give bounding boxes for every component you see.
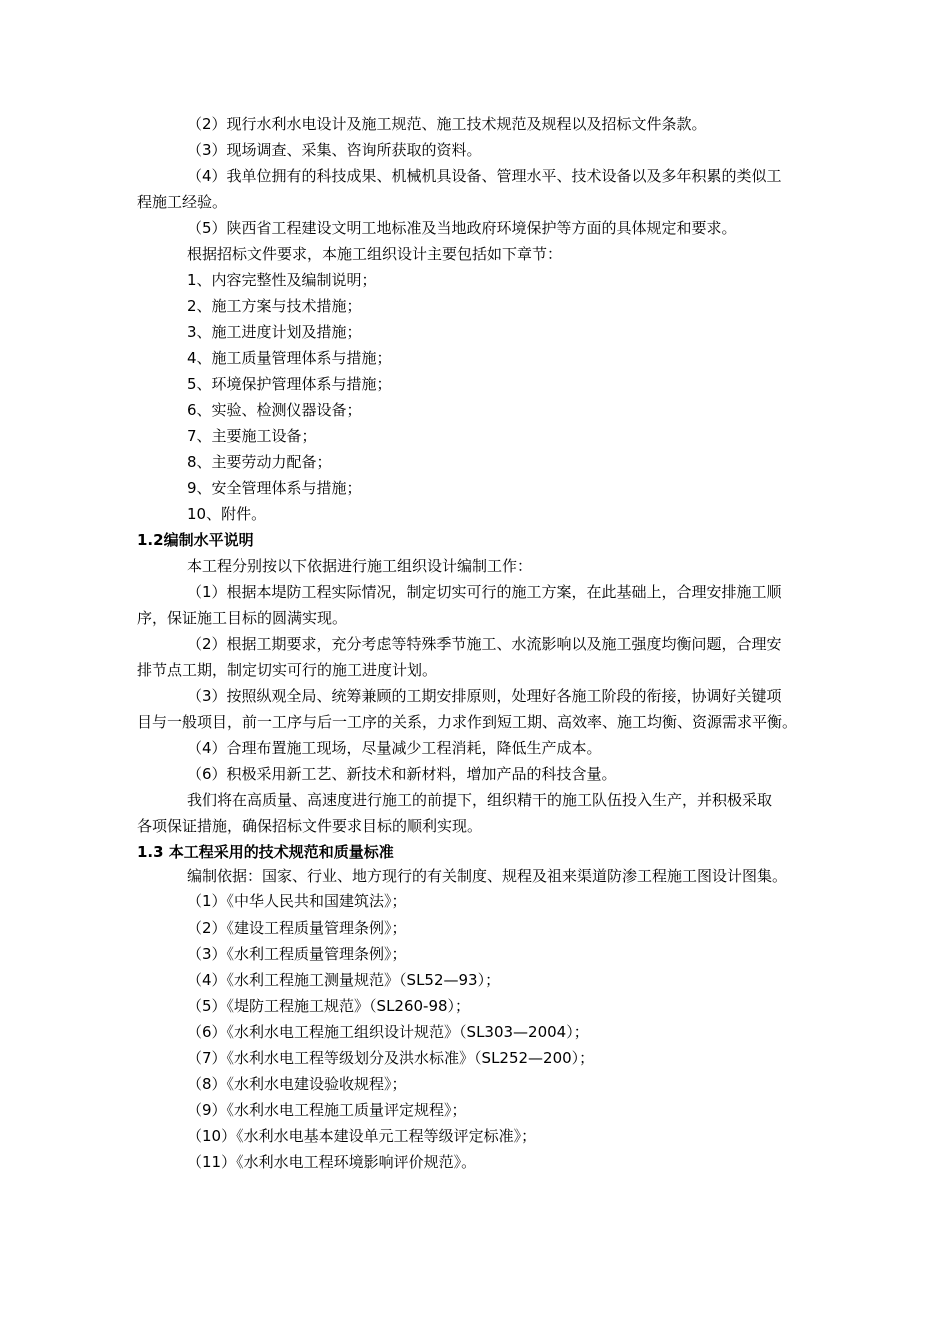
- standard-item: （3）《水利工程质量管理条例》；: [187, 945, 407, 963]
- commitment-paragraph-cont: 各项保证措施，确保招标文件要求目标的顺利实现。: [137, 817, 483, 835]
- section-intro: 本工程分别按以下依据进行施工组织设计编制工作：: [187, 557, 533, 575]
- basis-item-3: （3）现场调查、采集、咨询所获取的资料。: [187, 141, 482, 159]
- standard-item: （7）《水利水电工程等级划分及洪水标准》（SL252—200）；: [187, 1049, 595, 1067]
- standard-item: （9）《水利水电工程施工质量评定规程》；: [187, 1101, 467, 1119]
- basis-item-2: （2）现行水利水电设计及施工规范、施工技术规范及规程以及招标文件条款。: [187, 115, 707, 133]
- chapter-item: 3、施工进度计划及措施；: [187, 323, 362, 341]
- standard-item: （8）《水利水电建设验收规程》；: [187, 1075, 407, 1093]
- principle-item-6: （6）积极采用新工艺、新技术和新材料，增加产品的科技含量。: [187, 765, 617, 783]
- principle-item-3-cont: 目与一般项目，前一工序与后一工序的关系，力求作到短工期、高效率、施工均衡、资源需求平衡。: [137, 713, 798, 731]
- standard-item: （11）《水利水电工程环境影响评价规范》。: [187, 1153, 477, 1171]
- standard-item: （1）《中华人民共和国建筑法》；: [187, 892, 407, 910]
- chapter-item: 6、实验、检测仪器设备；: [187, 401, 362, 419]
- chapter-item: 4、施工质量管理体系与措施；: [187, 349, 392, 367]
- standard-item: （4）《水利工程施工测量规范》（SL52—93）；: [187, 971, 501, 989]
- principle-item-1: （1）根据本堤防工程实际情况，制定切实可行的施工方案，在此基础上，合理安排施工顺: [187, 583, 782, 601]
- commitment-paragraph: 我们将在高质量、高速度进行施工的前提下，组织精干的施工队伍投入生产，并积极采取: [187, 791, 773, 809]
- principle-item-3: （3）按照纵观全局、统筹兼顾的工期安排原则，处理好各施工阶段的衔接，协调好关键项: [187, 687, 782, 705]
- standard-item: （6）《水利水电工程施工组织设计规范》（SL303—2004）；: [187, 1023, 589, 1041]
- chapter-item: 2、施工方案与技术措施；: [187, 297, 362, 315]
- basis-item-5: （5）陕西省工程建设文明工地标准及当地政府环境保护等方面的具体规定和要求。: [187, 219, 737, 237]
- principle-item-4: （4）合理布置施工现场，尽量减少工程消耗，降低生产成本。: [187, 739, 602, 757]
- basis-item-4: （4）我单位拥有的科技成果、机械机具设备、管理水平、技术设备以及多年积累的类似工: [187, 167, 782, 185]
- principle-item-2: （2）根据工期要求，充分考虑等特殊季节施工、水流影响以及施工强度均衡问题，合理安: [187, 635, 782, 653]
- chapter-item: 7、主要施工设备；: [187, 427, 317, 445]
- chapter-item: 5、环境保护管理体系与措施；: [187, 375, 392, 393]
- chapter-item: 8、主要劳动力配备；: [187, 453, 332, 471]
- standard-item: （10）《水利水电基本建设单元工程等级评定标准》；: [187, 1127, 537, 1145]
- principle-item-1-cont: 序，保证施工目标的圆满实现。: [137, 609, 348, 627]
- principle-item-2-cont: 排节点工期，制定切实可行的施工进度计划。: [137, 661, 438, 679]
- standard-item: （5）《堤防工程施工规范》（SL260-98）；: [187, 997, 471, 1015]
- standard-item: （2）《建设工程质量管理条例》；: [187, 919, 407, 937]
- chapter-item: 1、内容完整性及编制说明；: [187, 271, 377, 289]
- section-heading-1-3: 1.3 本工程采用的技术规范和质量标准: [137, 843, 394, 861]
- chapter-item: 9、安全管理体系与措施；: [187, 479, 362, 497]
- chapters-intro: 根据招标文件要求，本施工组织设计主要包括如下章节：: [187, 245, 563, 263]
- chapter-item: 10、附件。: [187, 505, 267, 523]
- basis-item-4-cont: 程施工经验。: [137, 193, 228, 211]
- section-heading-1-2: 1.2编制水平说明: [137, 531, 254, 549]
- standards-intro: 编制依据：国家、行业、地方现行的有关制度、规程及祖来渠道防渗工程施工图设计图集。: [187, 867, 788, 885]
